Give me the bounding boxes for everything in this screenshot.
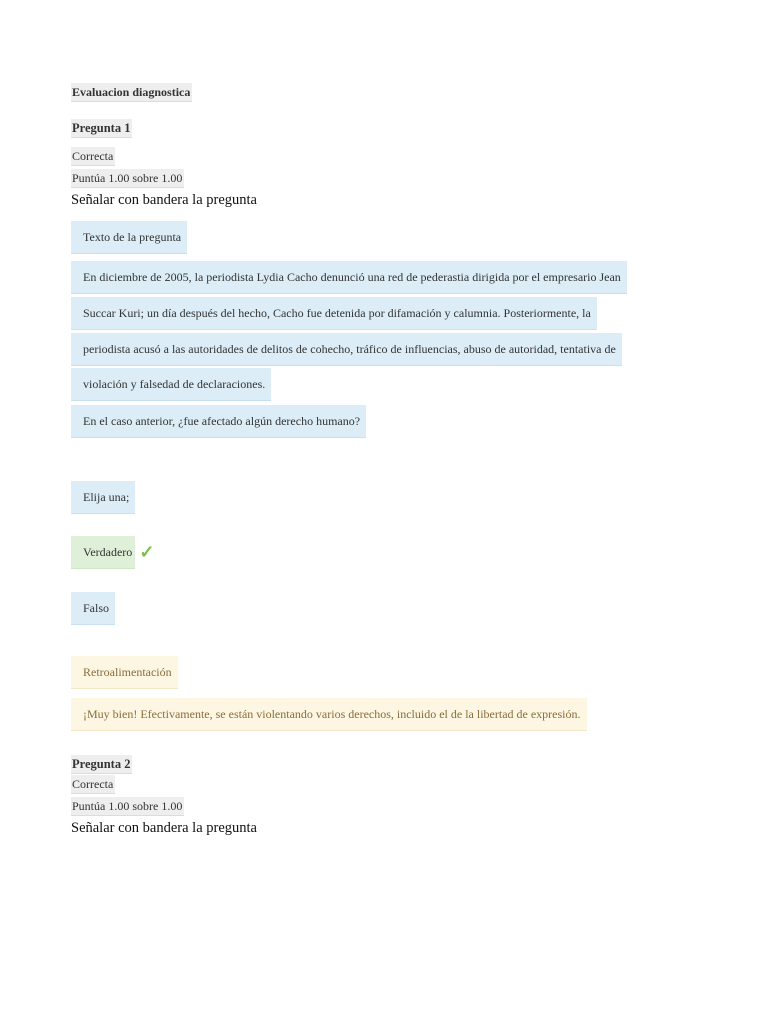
question-text-line-3: periodista acusó a las autoridades de delitos de cohecho, tráfico de influencias, abuso de autoridad, tentativa de <box>71 333 622 366</box>
answer-option-verdadero-label: Verdadero <box>71 536 135 569</box>
answer-option-verdadero[interactable] <box>71 536 154 569</box>
feedback-heading: Retroalimentación <box>71 656 178 689</box>
question-1-state: Correcta <box>71 147 115 166</box>
question-2-flag-link[interactable]: Señalar con bandera la pregunta <box>71 820 257 836</box>
question-text-line-1: En diciembre de 2005, la periodista Lydia Cacho denunció una red de pederastia dirigida por el empresario Jean <box>71 261 627 294</box>
question-text-line-4: violación y falsedad de declaraciones. <box>71 368 271 401</box>
checkmark-icon: ✓ <box>139 542 155 562</box>
question-1-grade: Puntúa 1.00 sobre 1.00 <box>71 169 184 188</box>
question-1-label: Pregunta 1 <box>71 119 132 138</box>
question-text-line-2: Succar Kuri; un día después del hecho, Cacho fue detenida por difamación y calumnia. Posteriormente, la <box>71 297 597 330</box>
question-2-state: Correcta <box>71 775 115 794</box>
question-1-flag-link[interactable]: Señalar con bandera la pregunta <box>71 192 257 208</box>
question-text-heading: Texto de la pregunta <box>71 221 187 254</box>
answer-option-falso[interactable]: Falso <box>71 592 115 625</box>
choose-one-label: Elija una; <box>71 481 135 514</box>
question-2-grade: Puntúa 1.00 sobre 1.00 <box>71 797 184 816</box>
question-2-label: Pregunta 2 <box>71 755 132 774</box>
feedback-text: ¡Muy bien! Efectivamente, se están violentando varios derechos, incluido el de la libertad de expresión. <box>71 698 587 731</box>
quiz-title: Evaluacion diagnostica <box>71 83 192 102</box>
question-prompt: En el caso anterior, ¿fue afectado algún derecho humano? <box>71 405 366 438</box>
